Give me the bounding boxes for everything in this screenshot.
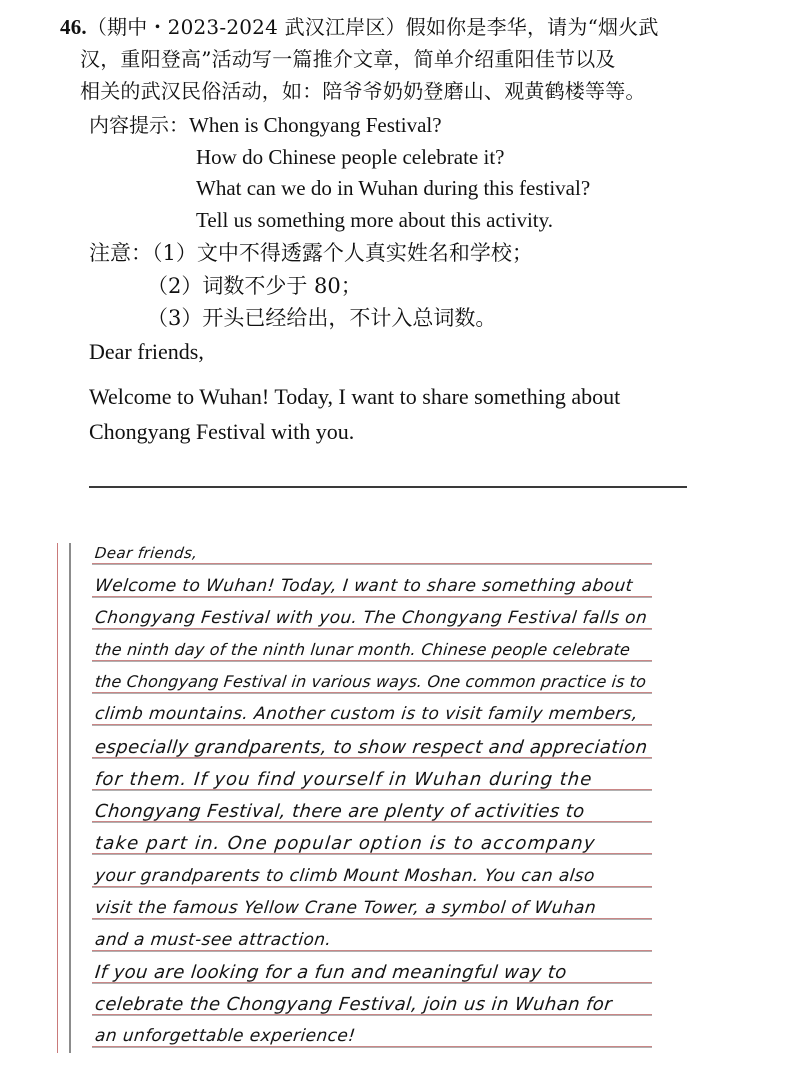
ruled-line (92, 918, 652, 919)
handwritten-line: take part in. One popular option is to accompany (94, 833, 597, 854)
note-2: （2）词数不少于 80； (147, 274, 362, 298)
handwritten-line: visit the famous Yellow Crane Tower, a symbol of Wuhan (94, 898, 598, 918)
hint-4: Tell us something more about this activity. (196, 208, 554, 232)
given-line-1: Welcome to Wuhan! Today, I want to share something about (89, 384, 621, 409)
note-3: （3）开头已经给出，不计入总词数。 (147, 306, 497, 330)
question-line-3: 相关的武汉民俗活动，如：陪爷爷奶奶登磨山、观黄鹤楼等等。 (80, 79, 646, 103)
question-number: 46. (60, 15, 87, 39)
handwritten-line: Chongyang Festival, there are plenty of activities to (94, 801, 586, 822)
answer-blank-line (89, 486, 687, 488)
ruled-line (92, 886, 652, 887)
ruled-line (92, 724, 652, 725)
handwritten-line: climb mountains. Another custom is to visit family members, (94, 704, 639, 724)
handwritten-line: Welcome to Wuhan! Today, I want to share something about (94, 576, 634, 596)
ruled-line (92, 692, 652, 693)
notes-label: 注意： (89, 241, 152, 265)
handwritten-line: the ninth day of the ninth lunar month. Chinese people celebrate (94, 640, 632, 659)
note-row-1 (89, 240, 533, 266)
hint-3: What can we do in Wuhan during this festival? (196, 176, 591, 200)
hints-label: 内容提示： (89, 113, 189, 137)
question-line-1: 46.（期中・2023-2024 武汉江岸区）假如你是李华，请为“烟火武 (60, 15, 659, 39)
margin-line-red (57, 543, 58, 1053)
handwritten-line: celebrate the Chongyang Festival, join us in Wuhan for (94, 994, 614, 1015)
hint-row-1 (89, 112, 442, 138)
handwritten-line: your grandparents to climb Mount Moshan. You can also (94, 866, 596, 886)
given-salutation: Dear friends, (89, 339, 204, 364)
handwritten-line: an unforgettable experience! (94, 1026, 357, 1046)
handwritten-answer-sheet (0, 540, 800, 1055)
note-1: （1）文中不得透露个人真实姓名和学校； (152, 241, 533, 265)
handwritten-line: and a must-see attraction. (94, 930, 333, 950)
handwritten-line: If you are looking for a fun and meaningful way to (94, 962, 568, 983)
ruled-line (92, 950, 652, 951)
handwritten-line: Chongyang Festival with you. The Chongyang Festival falls on (94, 608, 649, 628)
ruled-line (92, 660, 652, 661)
question-line-2: 汉，重阳登高”活动写一篇推介文章，简单介绍重阳佳节以及 (80, 47, 616, 71)
ruled-line (92, 1046, 652, 1047)
margin-line-gray (69, 543, 71, 1053)
handwritten-line: for them. If you find yourself in Wuhan during the (94, 769, 594, 790)
hint-2: How do Chinese people celebrate it? (196, 145, 505, 169)
ruled-line (92, 563, 652, 564)
handwritten-line: especially grandparents, to show respect and appreciation (94, 737, 649, 758)
handwritten-line: the Chongyang Festival in various ways. One common practice is to (94, 672, 648, 691)
given-line-2: Chongyang Festival with you. (89, 419, 355, 444)
handwritten-line: Dear friends, (94, 544, 199, 562)
hint-1: When is Chongyang Festival? (189, 113, 442, 137)
ruled-line (92, 596, 652, 597)
ruled-line (92, 628, 652, 629)
